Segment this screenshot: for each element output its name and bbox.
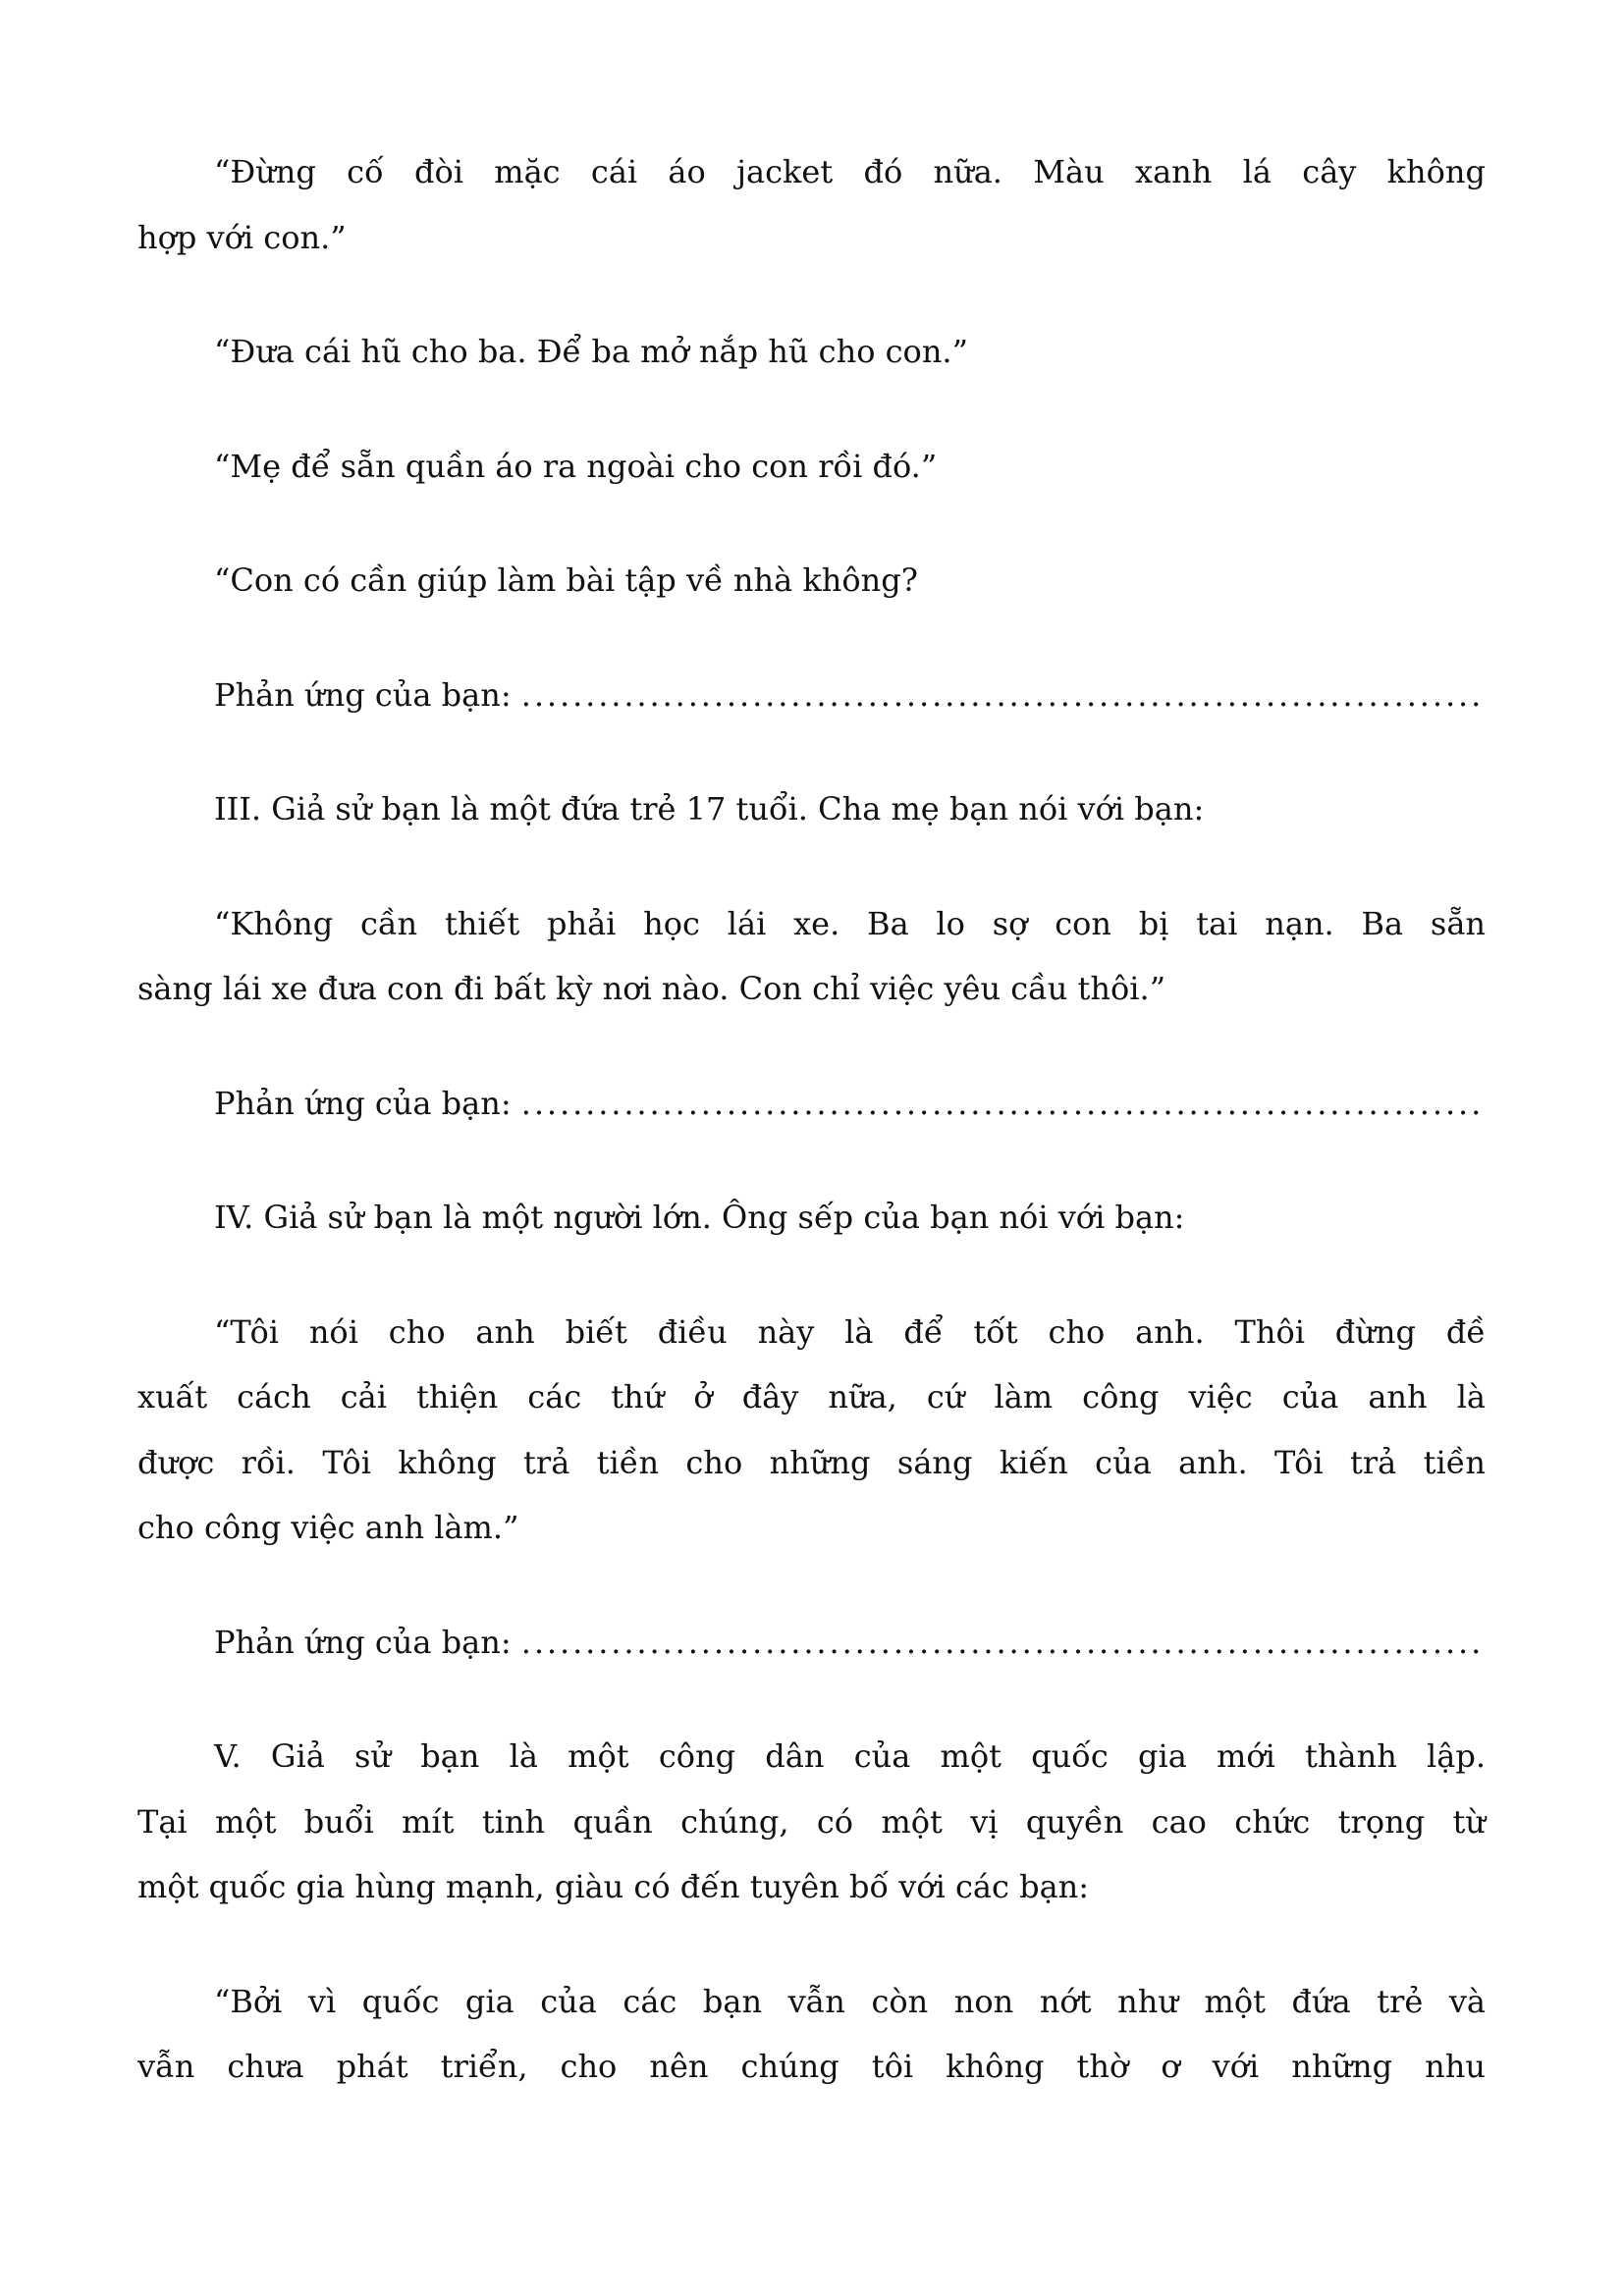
text-line: được rồi. Tôi không trả tiền cho những sáng kiến của anh. Tôi trả tiền xyxy=(137,1443,1486,1481)
section-heading-iv xyxy=(137,1185,1486,1251)
response-dotted-blank[interactable]: ........................................................................... xyxy=(520,1084,1485,1122)
text-line: Tại một buổi mít tinh quần chúng, có một vị quyền cao chức trọng từ xyxy=(137,1802,1486,1841)
response-prompt xyxy=(137,1071,1486,1137)
response-label: Phản ứng của bạn: xyxy=(214,1084,512,1122)
response-prompt xyxy=(137,1610,1486,1676)
text-line: hợp với con.” xyxy=(137,218,347,256)
response-label: Phản ứng của bạn: xyxy=(214,1623,512,1661)
response-line[interactable] xyxy=(137,1610,1486,1676)
text-line: “Con có cần giúp làm bài tập về nhà không? xyxy=(214,561,918,599)
paragraph-quote-boss xyxy=(137,1300,1486,1561)
response-dotted-blank[interactable]: ........................................................................... xyxy=(520,1623,1485,1661)
paragraph-quote-clothes xyxy=(137,434,1486,500)
text-line: V. Giả sử bạn là một công dân của một quốc gia mới thành lập. xyxy=(214,1737,1486,1775)
response-dotted-blank[interactable]: ........................................................................... xyxy=(520,675,1485,714)
paragraph-quote-driving xyxy=(137,891,1486,1022)
response-line[interactable] xyxy=(137,1071,1486,1137)
text-line: cho công việc anh làm.” xyxy=(137,1509,519,1546)
response-label: Phản ứng của bạn: xyxy=(214,675,512,714)
paragraph-quote-homework xyxy=(137,548,1486,614)
text-line: IV. Giả sử bạn là một người lớn. Ông sếp của bạn nói với bạn: xyxy=(214,1199,1185,1236)
text-line: “Tôi nói cho anh biết điều này là để tốt cho anh. Thôi đừng đề xyxy=(214,1312,1486,1351)
text-line: III. Giả sử bạn là một đứa trẻ 17 tuổi. Cha mẹ bạn nói với bạn: xyxy=(214,790,1205,828)
text-line: sàng lái xe đưa con đi bất kỳ nơi nào. Con chỉ việc yêu cầu thôi.” xyxy=(137,970,1166,1007)
response-prompt xyxy=(137,663,1486,728)
text-line: “Mẹ để sẵn quần áo ra ngoài cho con rồi đó.” xyxy=(214,447,938,485)
paragraph-quote-official xyxy=(137,1969,1486,2100)
section-heading-iii xyxy=(137,776,1486,842)
paragraph-quote-jacket xyxy=(137,139,1486,270)
text-line: vẫn chưa phát triển, cho nên chúng tôi không thờ ơ với những nhu xyxy=(137,2048,1486,2085)
text-line: xuất cách cải thiện các thứ ở đây nữa, cứ làm công việc của anh là xyxy=(137,1378,1486,1415)
response-line[interactable] xyxy=(137,663,1486,728)
text-line: “Không cần thiết phải học lái xe. Ba lo sợ con bị tai nạn. Ba sẵn xyxy=(214,904,1486,942)
text-line: một quốc gia hùng mạnh, giàu có đến tuyên bố với các bạn: xyxy=(137,1868,1090,1905)
text-line: “Bởi vì quốc gia của các bạn vẫn còn non nớt như một đứa trẻ và xyxy=(214,1982,1486,2020)
text-line: “Đừng cố đòi mặc cái áo jacket đó nữa. Màu xanh lá cây không xyxy=(214,153,1486,190)
text-line: “Đưa cái hũ cho ba. Để ba mở nắp hũ cho con.” xyxy=(214,333,968,370)
section-heading-v xyxy=(137,1724,1486,1920)
document-page xyxy=(137,139,1486,2149)
paragraph-quote-jar xyxy=(137,319,1486,385)
